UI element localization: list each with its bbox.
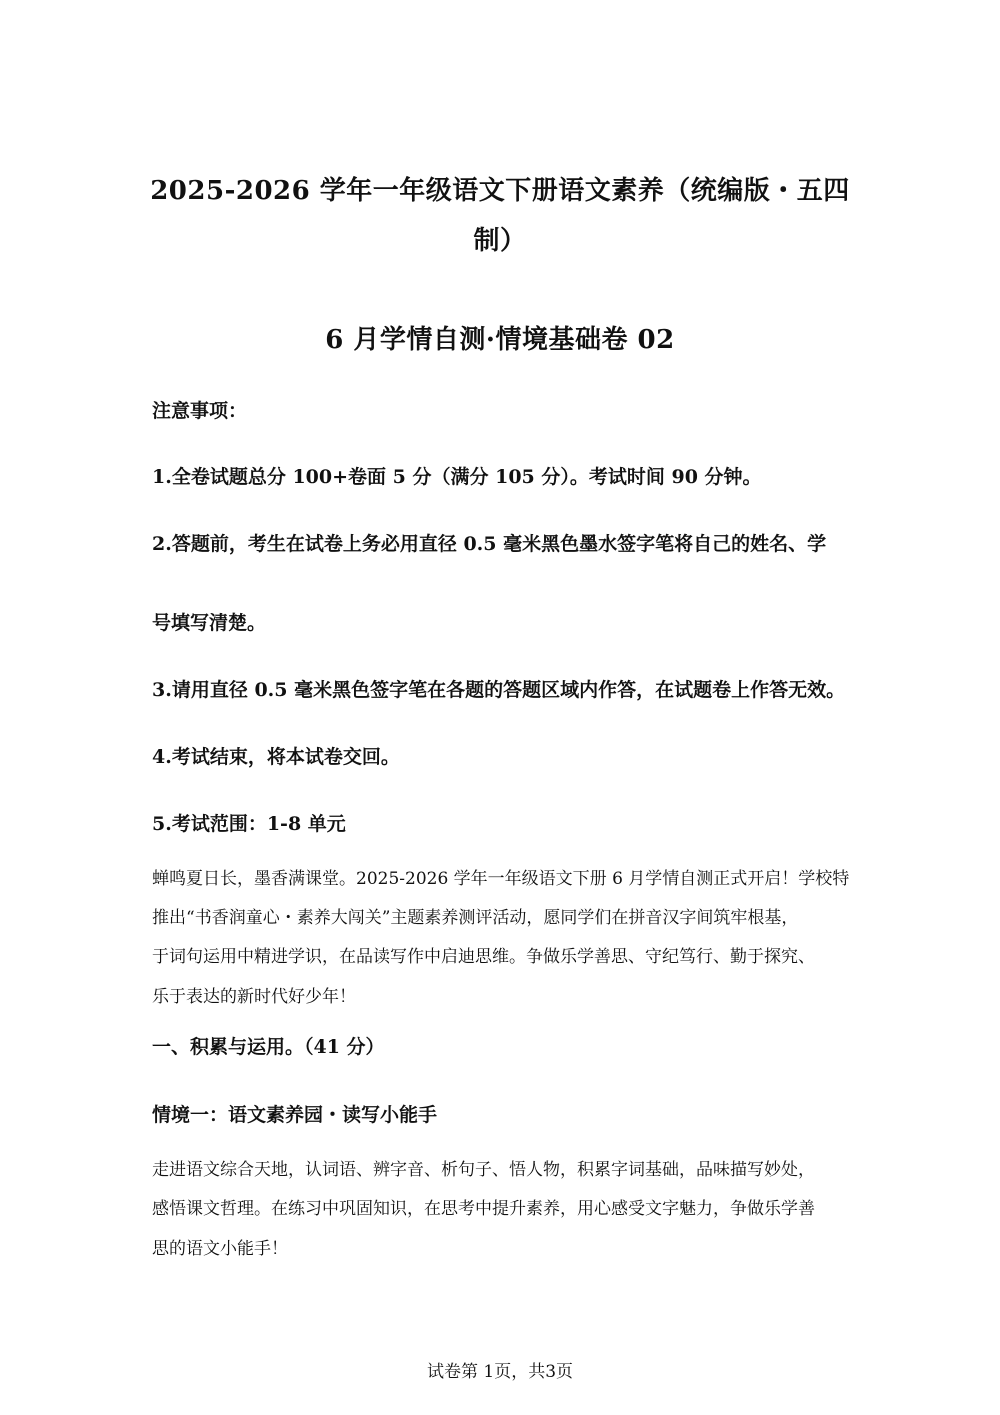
notice-item: 5.考试范围：1-8 单元 xyxy=(152,813,346,835)
notice-item: 1.全卷试题总分 100+卷面 5 分（满分 105 分）。考试时间 90 分钟。 xyxy=(152,466,762,488)
notice-heading: 注意事项： xyxy=(152,400,248,422)
notice-item: 4.考试结束，将本试卷交回。 xyxy=(152,746,400,768)
page-footer: 试卷第 1页，共3页 xyxy=(426,1362,574,1382)
title-line-2: 制） xyxy=(473,226,527,256)
intro-line: 乐于表达的新时代好少年！ xyxy=(152,987,356,1007)
scene-heading: 情境一：语文素养园・读写小能手 xyxy=(152,1104,438,1126)
title-line-1: 2025-2026 学年一年级语文下册语文素养（统编版・五四 xyxy=(150,176,850,206)
section-heading: 一、积累与运用。（41 分） xyxy=(152,1036,385,1058)
scene-text-line: 感悟课文哲理。在练习中巩固知识，在思考中提升素养，用心感受文字魅力，争做乐学善 xyxy=(152,1199,815,1219)
intro-line: 蝉鸣夏日长，墨香满课堂。2025-2026 学年一年级语文下册 6 月学情自测正式开启！学校特 xyxy=(152,869,850,889)
notice-item: 3.请用直径 0.5 毫米黑色签字笔在各题的答题区域内作答，在试题卷上作答无效。 xyxy=(152,679,846,701)
subtitle: 6 月学情自测·情境基础卷 02 xyxy=(325,325,675,355)
notice-item: 号填写清楚。 xyxy=(152,612,267,634)
scene-text-line: 思的语文小能手！ xyxy=(152,1239,288,1259)
scene-text-line: 走进语文综合天地，认词语、辨字音、析句子、悟人物，积累字词基础，品味描写妙处， xyxy=(152,1160,815,1180)
intro-line: 于词句运用中精进学识，在品读写作中启迪思维。争做乐学善思、守纪笃行、勤于探究、 xyxy=(152,947,815,967)
intro-line: 推出“书香润童心・素养大闯关”主题素养测评活动，愿同学们在拼音汉字间筑牢根基， xyxy=(152,908,799,928)
notice-item: 2.答题前，考生在试卷上务必用直径 0.5 毫米黑色墨水签字笔将自己的姓名、学 xyxy=(152,533,827,555)
